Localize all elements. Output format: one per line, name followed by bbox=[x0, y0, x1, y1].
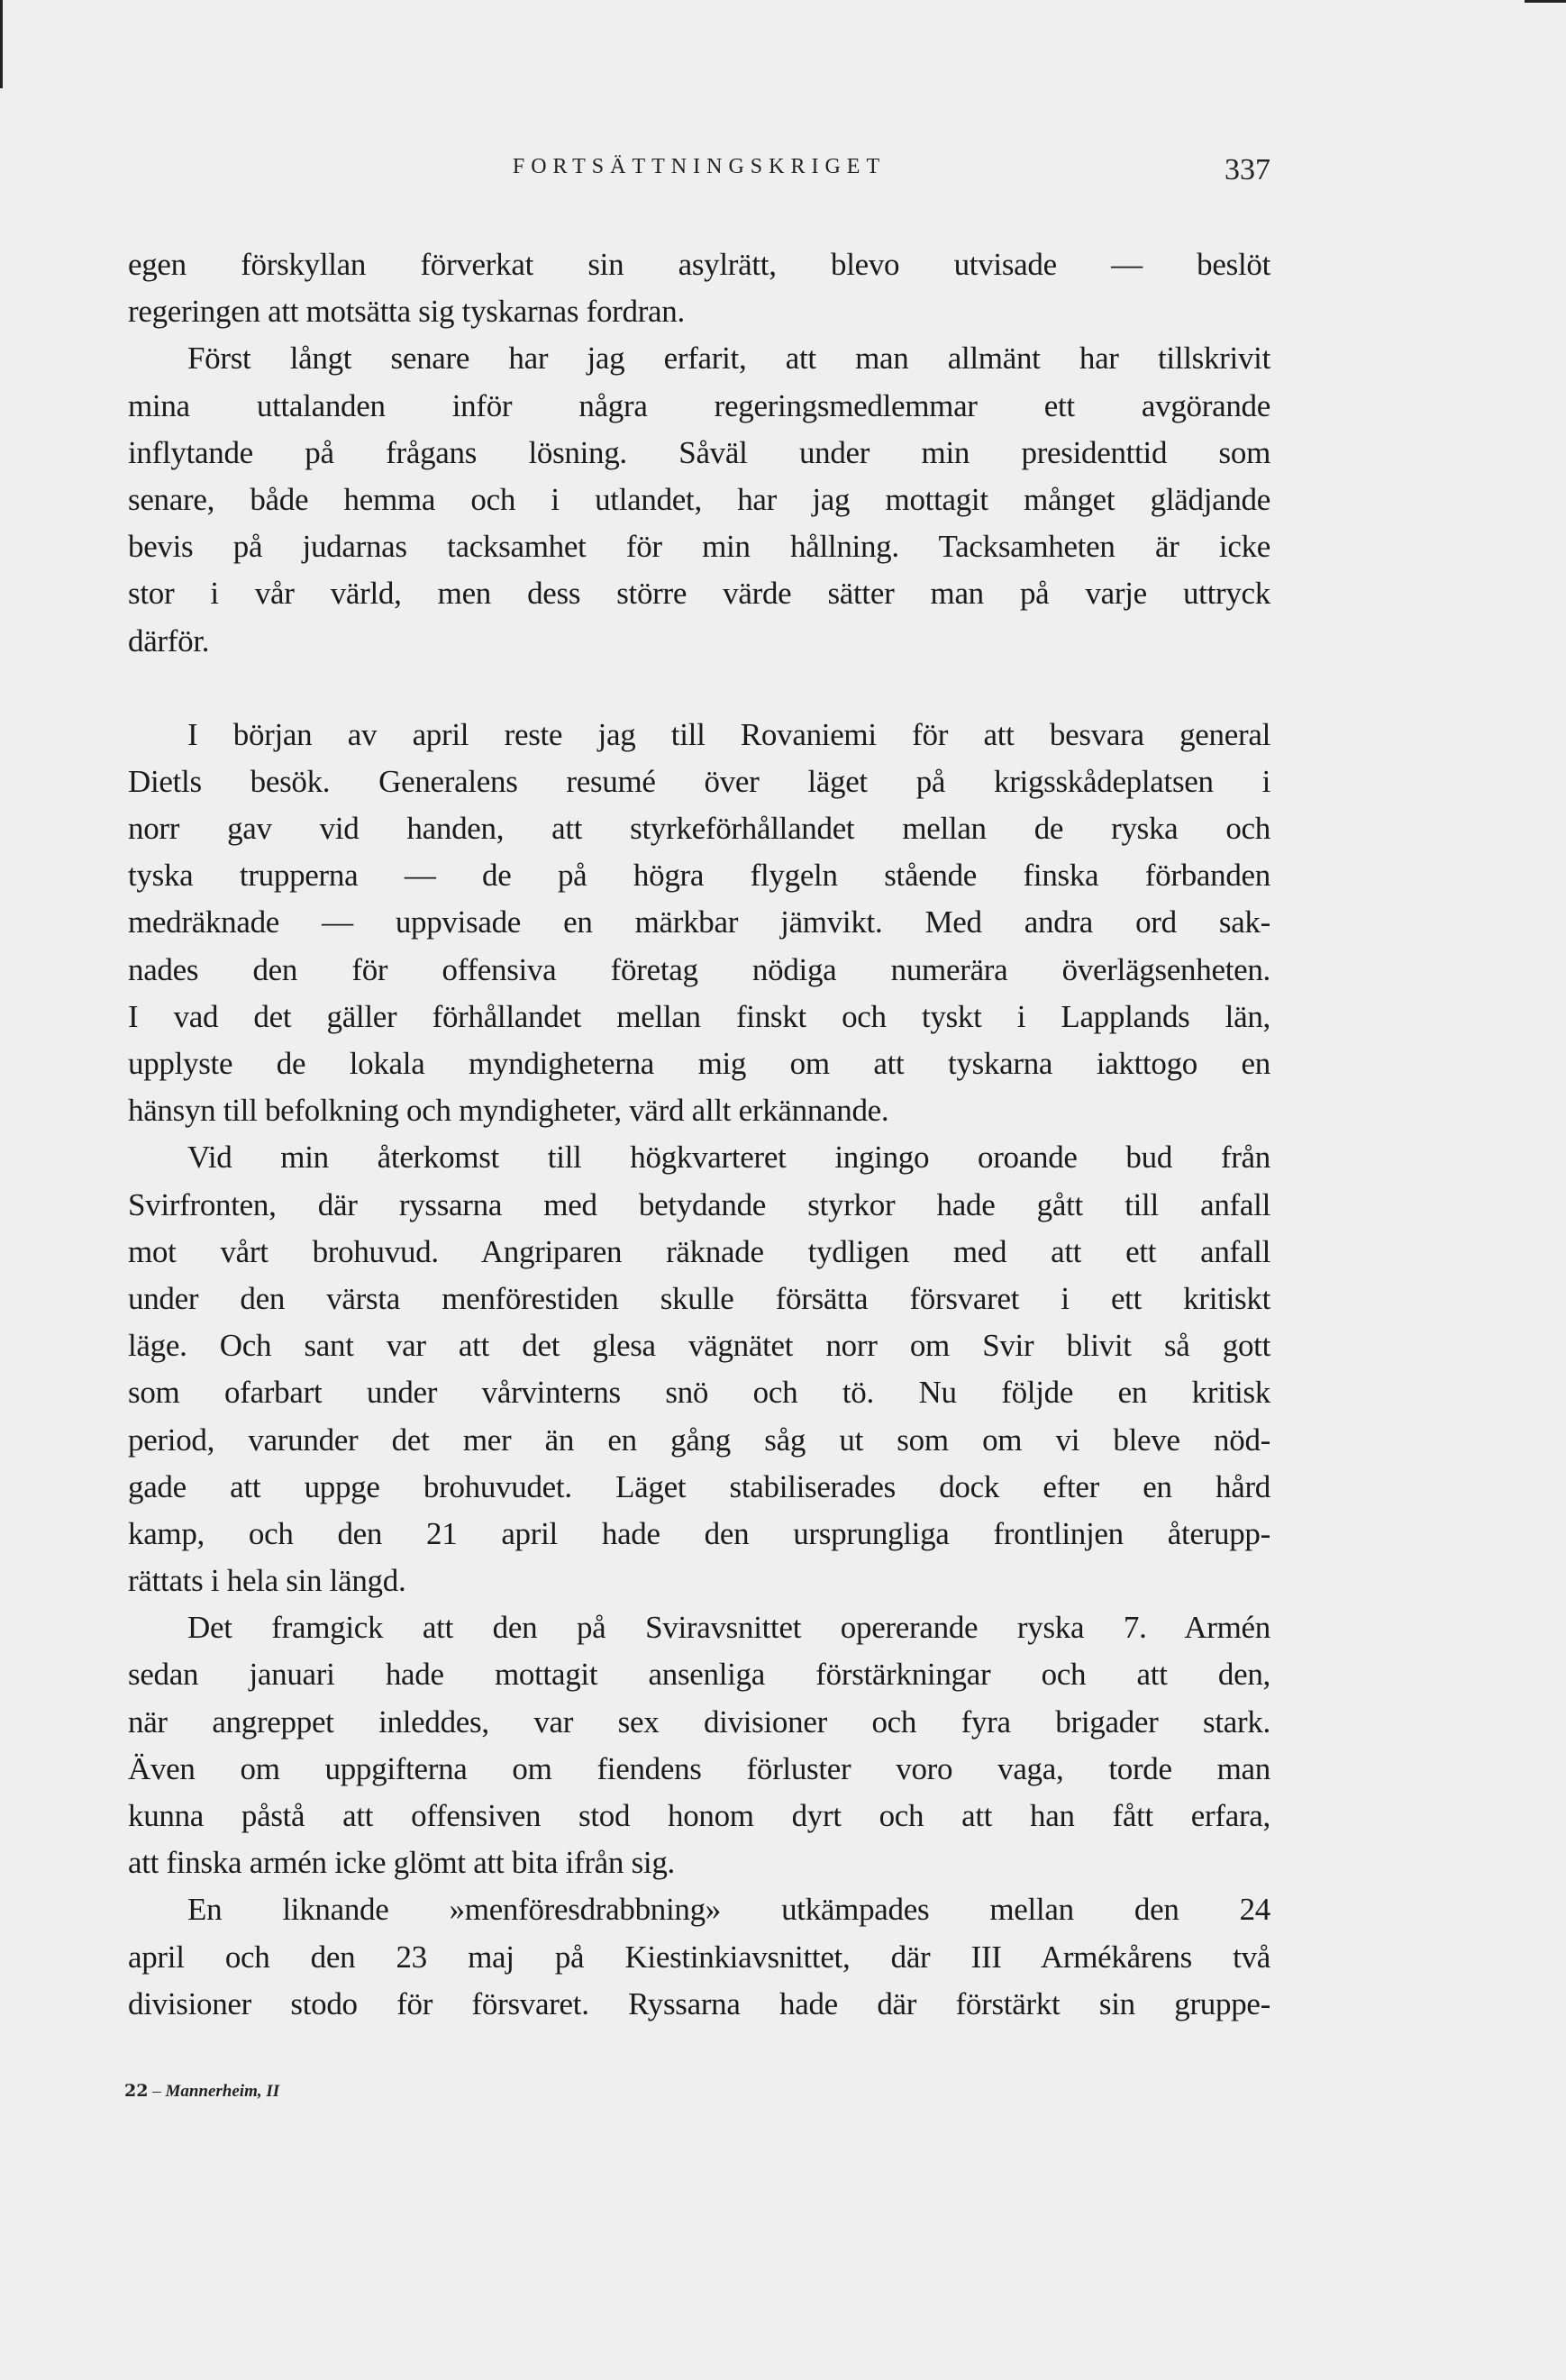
text-line: I vad det gäller förhållandet mellan finskt och tyskt i Lapplands län, bbox=[128, 998, 1270, 1034]
signature-mark bbox=[124, 2081, 279, 2102]
running-title: FORTSÄTTNINGSKRIGET bbox=[512, 155, 887, 178]
text-line: I början av april reste jag till Rovaniemi för att besvara general bbox=[187, 716, 1270, 752]
text-line: bevis på judarnas tacksamhet för min hållning. Tacksamheten är icke bbox=[128, 529, 1270, 565]
paragraph bbox=[128, 241, 1270, 335]
text-line: under den värsta menförestiden skulle försätta försvaret i ett kritiskt bbox=[128, 1280, 1270, 1316]
text-line: som ofarbart under vårvinterns snö och tö. Nu följde en kritisk bbox=[128, 1375, 1270, 1411]
text-line: mot vårt brohuvud. Angriparen räknade tydligen med att ett anfall bbox=[128, 1233, 1270, 1269]
signature-dash: – bbox=[152, 2082, 161, 2101]
running-header bbox=[128, 144, 1270, 198]
text-line: läge. Och sant var att det glesa vägnätet norr om Svir blivit så gott bbox=[128, 1328, 1270, 1364]
section-break bbox=[128, 665, 1270, 712]
text-line: inflytande på frågans lösning. Såväl under min presidenttid som bbox=[128, 434, 1270, 470]
text-line: rättats i hela sin längd. bbox=[128, 1563, 406, 1599]
text-line: att finska armén icke glömt att bita ifrån sig. bbox=[128, 1845, 675, 1881]
scan-edge-left bbox=[0, 0, 3, 88]
body-text bbox=[128, 241, 1270, 2028]
text-line: egen förskyllan förverkat sin asylrätt, blevo utvisade — beslöt bbox=[128, 247, 1270, 282]
text-line: hänsyn till befolkning och myndigheter, värd allt erkännande. bbox=[128, 1093, 889, 1129]
text-line: divisioner stodo för försvaret. Ryssarna hade där förstärkt sin gruppe- bbox=[128, 1985, 1270, 2021]
text-line: nades den för offensiva företag nödiga numerära överlägsenheten. bbox=[128, 951, 1270, 987]
text-line: Det framgick att den på Sviravsnittet opererande ryska 7. Armén bbox=[187, 1610, 1270, 1646]
signature-title: Mannerheim, II bbox=[165, 2082, 280, 2101]
text-line: kamp, och den 21 april hade den ursprungliga frontlinjen återupp- bbox=[128, 1515, 1270, 1551]
text-line: senare, både hemma och i utlandet, har jag mottagit månget glädjande bbox=[128, 481, 1270, 517]
text-line: norr gav vid handen, att styrkeförhållandet mellan de ryska och bbox=[128, 811, 1270, 847]
text-line: En liknande »menföresdrabbning» utkämpades mellan den 24 bbox=[187, 1892, 1270, 1928]
paragraph bbox=[128, 335, 1270, 664]
text-line: Först långt senare har jag erfarit, att man allmänt har tillskrivit bbox=[187, 341, 1270, 377]
book-page bbox=[128, 144, 1270, 2028]
paragraph bbox=[128, 1604, 1270, 1886]
text-line: sedan januari hade mottagit ansenliga förstärkningar och att den, bbox=[128, 1657, 1270, 1693]
text-line: Även om uppgifterna om fiendens förluster voro vaga, torde man bbox=[128, 1750, 1270, 1786]
text-line: period, varunder det mer än en gång såg ut som om vi bleve nöd- bbox=[128, 1422, 1270, 1458]
text-line: mina uttalanden inför några regeringsmedlemmar ett avgörande bbox=[128, 387, 1270, 423]
text-line: kunna påstå att offensiven stod honom dyrt och att han fått erfara, bbox=[128, 1798, 1270, 1833]
text-line: upplyste de lokala myndigheterna mig om att tyskarna iakttogo en bbox=[128, 1046, 1270, 1081]
text-line: medräknade — uppvisade en märkbar jämvikt. Med andra ord sak- bbox=[128, 904, 1270, 940]
text-line: april och den 23 maj på Kiestinkiavsnittet, där III Armékårens två bbox=[128, 1939, 1270, 1975]
paragraph bbox=[128, 1134, 1270, 1604]
text-line: gade att uppge brohuvudet. Läget stabiliserades dock efter en hård bbox=[128, 1468, 1270, 1504]
signature-number: 22 bbox=[124, 2081, 149, 2101]
text-line: när angreppet inleddes, var sex divisioner och fyra brigader stark. bbox=[128, 1703, 1270, 1740]
paragraph bbox=[128, 1886, 1270, 2028]
text-line: stor i vår värld, men dess större värde sätter man på varje uttryck bbox=[128, 576, 1270, 612]
scan-edge-right bbox=[1525, 0, 1566, 3]
text-line: tyska trupperna — de på högra flygeln stående finska förbanden bbox=[128, 858, 1270, 894]
text-line: Dietls besök. Generalens resumé över läget på krigsskådeplatsen i bbox=[128, 763, 1270, 799]
text-line: Vid min återkomst till högkvarteret ingingo oroande bud från bbox=[187, 1140, 1270, 1176]
text-line: regeringen att motsätta sig tyskarnas fordran. bbox=[128, 294, 685, 330]
text-line: Svirfronten, där ryssarna med betydande styrkor hade gått till anfall bbox=[128, 1186, 1270, 1222]
page-number: 337 bbox=[1225, 153, 1270, 186]
paragraph bbox=[128, 712, 1270, 1135]
text-line: därför. bbox=[128, 622, 210, 659]
